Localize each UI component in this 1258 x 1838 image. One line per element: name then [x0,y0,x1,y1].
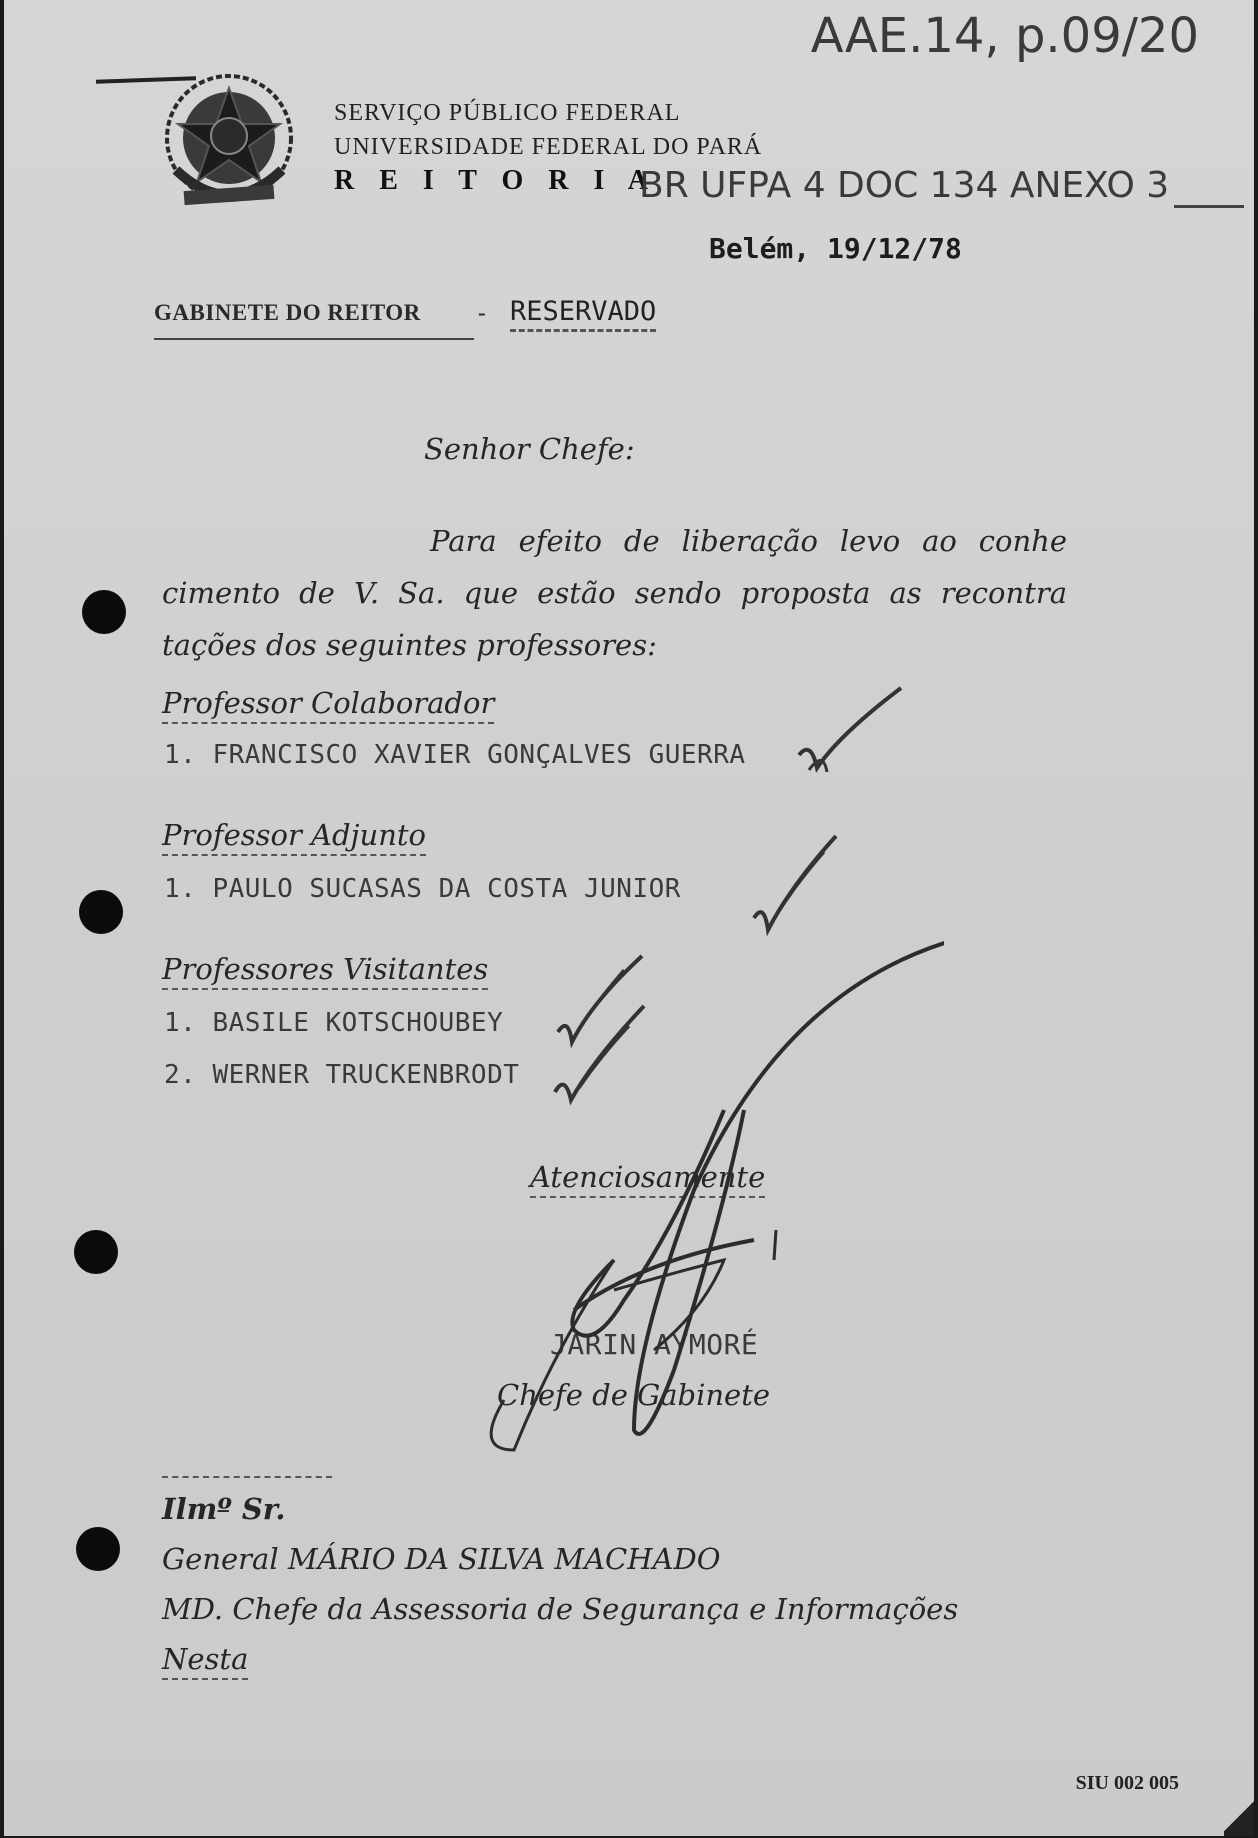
section-heading: Professor Colaborador [162,686,494,724]
punch-hole [74,1230,118,1274]
punch-hole [79,890,123,934]
punch-hole [82,590,126,634]
body-paragraph [162,515,1067,671]
letterhead-line-1: SERVIÇO PÚBLICO FEDERAL [334,100,681,126]
section-heading: Professor Adjunto [162,818,426,856]
body-text: Para efeito de liberação levo ao conhe cimento de V. Sa. que estão sendo proposta as recontra tações dos seguintes professores: [162,524,1067,662]
check-mark-icon [789,680,909,790]
closing: Atenciosamente [530,1160,765,1198]
document-reference: BR UFPA 4 DOC 134 ANEXO 3 [639,165,1170,206]
addressee-name: General MÁRIO DA SILVA MACHADO [162,1542,721,1576]
list-item: 1. FRANCISCO XAVIER GONÇALVES GUERRA [164,740,746,770]
punch-hole [76,1527,120,1571]
page-corner [1224,1796,1254,1836]
section-heading: Professores Visitantes [162,952,488,990]
addressee-location: Nesta [162,1642,248,1680]
list-item: 2. WERNER TRUCKENBRODT [164,1060,520,1090]
salutation: Senhor Chefe: [424,432,635,466]
addressee-position: MD. Chefe da Assessoria de Segurança e Informações [162,1592,959,1626]
letter-date: Belém, 19/12/78 [709,232,962,265]
addressee-rule [162,1476,332,1478]
list-item: 1. BASILE KOTSCHOUBEY [164,1008,504,1038]
signatory-name: JARIN AYMORÉ [550,1328,759,1361]
check-mark-icon [746,832,846,942]
classification-label: RESERVADO [510,296,656,332]
office-name: GABINETE DO REITOR [154,300,421,325]
office-underline [154,338,474,340]
letterhead-title: R E I T O R I A [334,165,658,196]
addressee-greeting: Ilmº Sr. [162,1492,286,1526]
coat-of-arms-emblem [154,70,304,220]
doc-ref-underline [1174,205,1244,208]
document-page [4,0,1254,1836]
handwritten-signature [484,930,944,1470]
form-code: SIU 002 005 [1075,1772,1179,1794]
signatory-title: Chefe de Gabinete [497,1378,771,1412]
archive-reference: AAE.14, p.09/20 [810,8,1199,64]
letterhead-line-2: UNIVERSIDADE FEDERAL DO PARÁ [334,134,763,160]
office-separator: - [478,300,487,325]
list-item: 1. PAULO SUCASAS DA COSTA JUNIOR [164,874,681,904]
